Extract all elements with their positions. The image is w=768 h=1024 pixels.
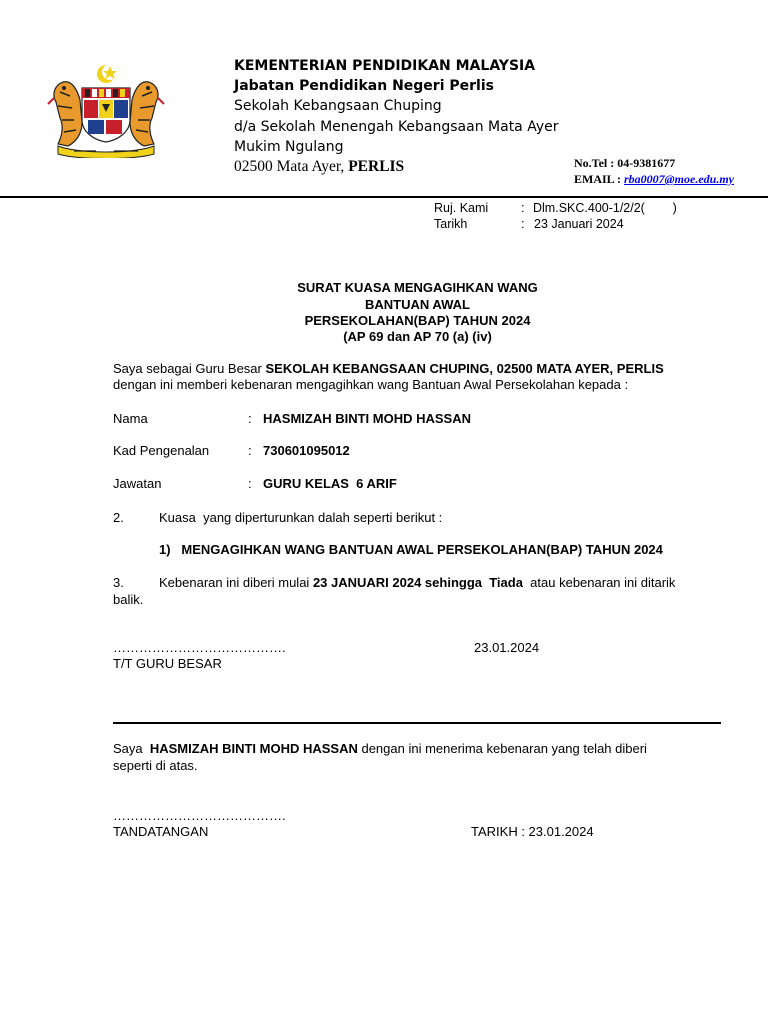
letter-title-line4: (AP 69 dan AP 70 (a) (iv) xyxy=(343,329,492,344)
acceptance-post: dengan ini menerima kebenaran yang telah diberi xyxy=(357,741,647,756)
clause3-pre: Kebenaran ini diberi mulai xyxy=(159,575,313,590)
date-separator: : xyxy=(521,217,525,231)
ref-number: Dlm.SKC.400-1/2/2( ) xyxy=(533,201,677,215)
detail-name-value: HASMIZAH BINTI MOHD HASSAN xyxy=(263,411,471,426)
intro-school: SEKOLAH KEBANGSAAN CHUPING, 02500 MATA AYER, PERLIS xyxy=(265,361,664,376)
email-link[interactable]: rba0007@moe.edu.my xyxy=(624,172,734,186)
acceptance-pre: Saya xyxy=(113,741,150,756)
clause3-line2: balik. xyxy=(113,592,144,607)
detail-position-label: Jawatan xyxy=(113,476,162,491)
clause2-number: 2. xyxy=(113,510,124,525)
intro-paragraph-line1 xyxy=(113,361,664,376)
detail-ic-label: Kad Pengenalan xyxy=(113,443,210,458)
detail-position-value: GURU KELAS 6 ARIF xyxy=(263,476,397,491)
state-name: PERLIS xyxy=(348,158,405,175)
recipient-signature-label: TANDATANGAN xyxy=(113,824,209,839)
clause3-post: atau kebenaran ini ditarik xyxy=(522,575,676,590)
detail-ic-separator: : xyxy=(248,443,252,458)
letter-title-line2: BANTUAN AWAL xyxy=(365,297,470,312)
detail-ic-value: 730601095012 xyxy=(263,443,350,458)
district-name: Mukim Ngulang xyxy=(234,139,344,155)
tel-number: 04-9381677 xyxy=(617,156,676,170)
email-line xyxy=(574,172,734,187)
department-name: Jabatan Pendidikan Negeri Perlis xyxy=(234,78,494,94)
date-label: Tarikh xyxy=(434,217,468,231)
email-label: EMAIL : xyxy=(574,172,622,186)
malaysia-coat-of-arms-logo xyxy=(44,62,168,158)
headmaster-signature-date: 23.01.2024 xyxy=(474,640,540,655)
headmaster-signature-label: T/T GURU BESAR xyxy=(113,656,222,671)
detail-name-separator: : xyxy=(248,411,252,426)
clause3-bold: 23 JANUARI 2024 sehingga Tiada xyxy=(312,575,523,590)
postcode-town xyxy=(234,158,404,176)
school-name: Sekolah Kebangsaan Chuping xyxy=(234,98,442,114)
ministry-name: KEMENTERIAN PENDIDIKAN MALAYSIA xyxy=(234,58,536,74)
date-value: 23 Januari 2024 xyxy=(534,217,624,231)
section-divider xyxy=(113,722,721,724)
care-of-address: d/a Sekolah Menengah Kebangsaan Mata Ayer xyxy=(234,119,559,135)
telephone-line xyxy=(574,156,675,171)
detail-name-label: Nama xyxy=(113,411,148,426)
letter-title-line3: PERSEKOLAHAN(BAP) TAHUN 2024 xyxy=(304,313,531,328)
headmaster-signature-dots: …………………………………. xyxy=(113,640,286,655)
clause2-text: Kuasa yang diperturunkan dalah seperti berikut : xyxy=(159,510,443,525)
clause2-item: 1) MENGAGIHKAN WANG BANTUAN AWAL PERSEKOLAHAN(BAP) TAHUN 2024 xyxy=(159,542,663,557)
clause3-line1 xyxy=(159,575,675,590)
acceptance-name: HASMIZAH BINTI MOHD HASSAN xyxy=(149,741,358,756)
ref-label: Ruj. Kami xyxy=(434,201,489,215)
detail-position-separator: : xyxy=(248,476,252,491)
postcode-town-text: 02500 Mata Ayer, xyxy=(234,158,345,175)
intro-paragraph-line2: dengan ini memberi kebenaran mengagihkan wang Bantuan Awal Persekolahan kepada : xyxy=(113,377,629,392)
recipient-signature-dots: …………………………………. xyxy=(113,808,286,823)
recipient-signature-date: TARIKH : 23.01.2024 xyxy=(471,824,594,839)
acceptance-line2: seperti di atas. xyxy=(113,758,198,773)
clause3-number: 3. xyxy=(113,575,124,590)
intro-prefix: Saya sebagai Guru Besar xyxy=(113,361,266,376)
acceptance-line1 xyxy=(113,741,647,756)
tel-label: No.Tel : xyxy=(574,156,615,170)
header-divider xyxy=(0,196,768,198)
letter-title-line1: SURAT KUASA MENGAGIHKAN WANG xyxy=(297,280,538,295)
ref-separator: : xyxy=(521,201,525,215)
